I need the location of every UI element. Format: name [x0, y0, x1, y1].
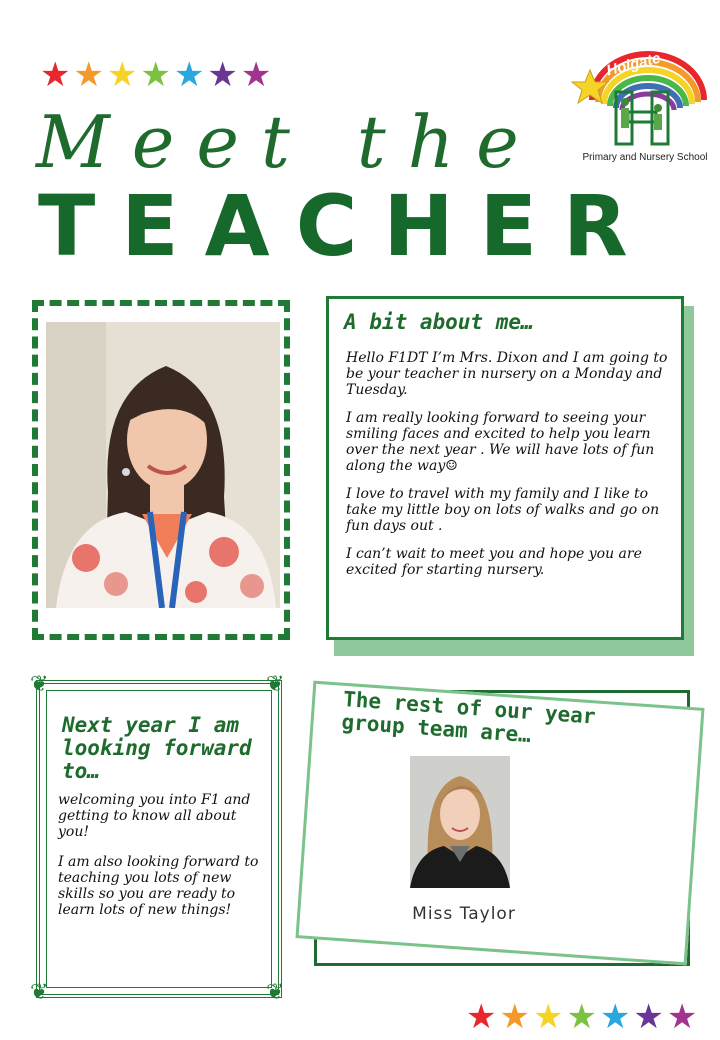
scroll-ornament-icon: ❦ [30, 672, 49, 697]
star-icon: ★ [40, 55, 71, 95]
star-icon: ★ [532, 997, 564, 1037]
next-year-paragraph: welcoming you into F1 and getting to know all about you! [58, 792, 251, 840]
scroll-ornament-icon: ❦ [266, 672, 285, 697]
scroll-ornament-icon: ❦ [30, 980, 49, 1005]
logo-wordmark: Holgate [604, 49, 663, 80]
team-member-photo [410, 756, 510, 888]
star-icon: ★ [240, 55, 272, 95]
logo-caption: Primary and Nursery School [582, 152, 708, 163]
page-title-line2: TEACHER [38, 177, 654, 275]
star-icon: ★ [466, 997, 497, 1037]
star-icon: ★ [173, 55, 205, 95]
top-star-row [40, 55, 272, 95]
next-year-title: Next year I am looking forward to… [62, 713, 252, 783]
next-year-paragraph: I am also looking forward to teaching you lots of new skills so you are ready to learn lots of new things! [58, 854, 259, 918]
star-icon: ★ [599, 997, 631, 1037]
about-paragraph: I love to travel with my family and I like to take my little boy on lots of walks and go on fun days out . [346, 486, 660, 534]
about-paragraph: I can’t wait to meet you and hope you are excited for starting nursery. [346, 546, 642, 578]
star-icon: ★ [73, 55, 104, 95]
star-icon: ★ [633, 997, 664, 1037]
scroll-ornament-icon: ❦ [266, 980, 285, 1005]
next-year-text [58, 792, 264, 932]
about-text [346, 350, 672, 590]
star-icon: ★ [140, 55, 171, 95]
teacher-photo [46, 322, 280, 608]
star-icon: ★ [106, 55, 138, 95]
page-title-line1: Meet the [36, 100, 541, 184]
star-icon: ★ [207, 55, 238, 95]
star-icon: ★ [666, 997, 698, 1037]
team-member-name: Miss Taylor [412, 904, 516, 924]
team-title: The rest of our year group team are… [340, 687, 597, 748]
about-title: A bit about me… [344, 310, 534, 334]
bottom-star-row [466, 997, 698, 1037]
about-paragraph: Hello F1DT I’m Mrs. Dixon and I am going to be your teacher in nursery on a Monday and Tuesday. [346, 350, 668, 398]
star-icon: ★ [499, 997, 530, 1037]
about-paragraph: I am really looking forward to seeing your smiling faces and excited to help you learn over the next year . We will have lots of fun along the way☺ [346, 410, 655, 474]
star-icon: ★ [566, 997, 597, 1037]
